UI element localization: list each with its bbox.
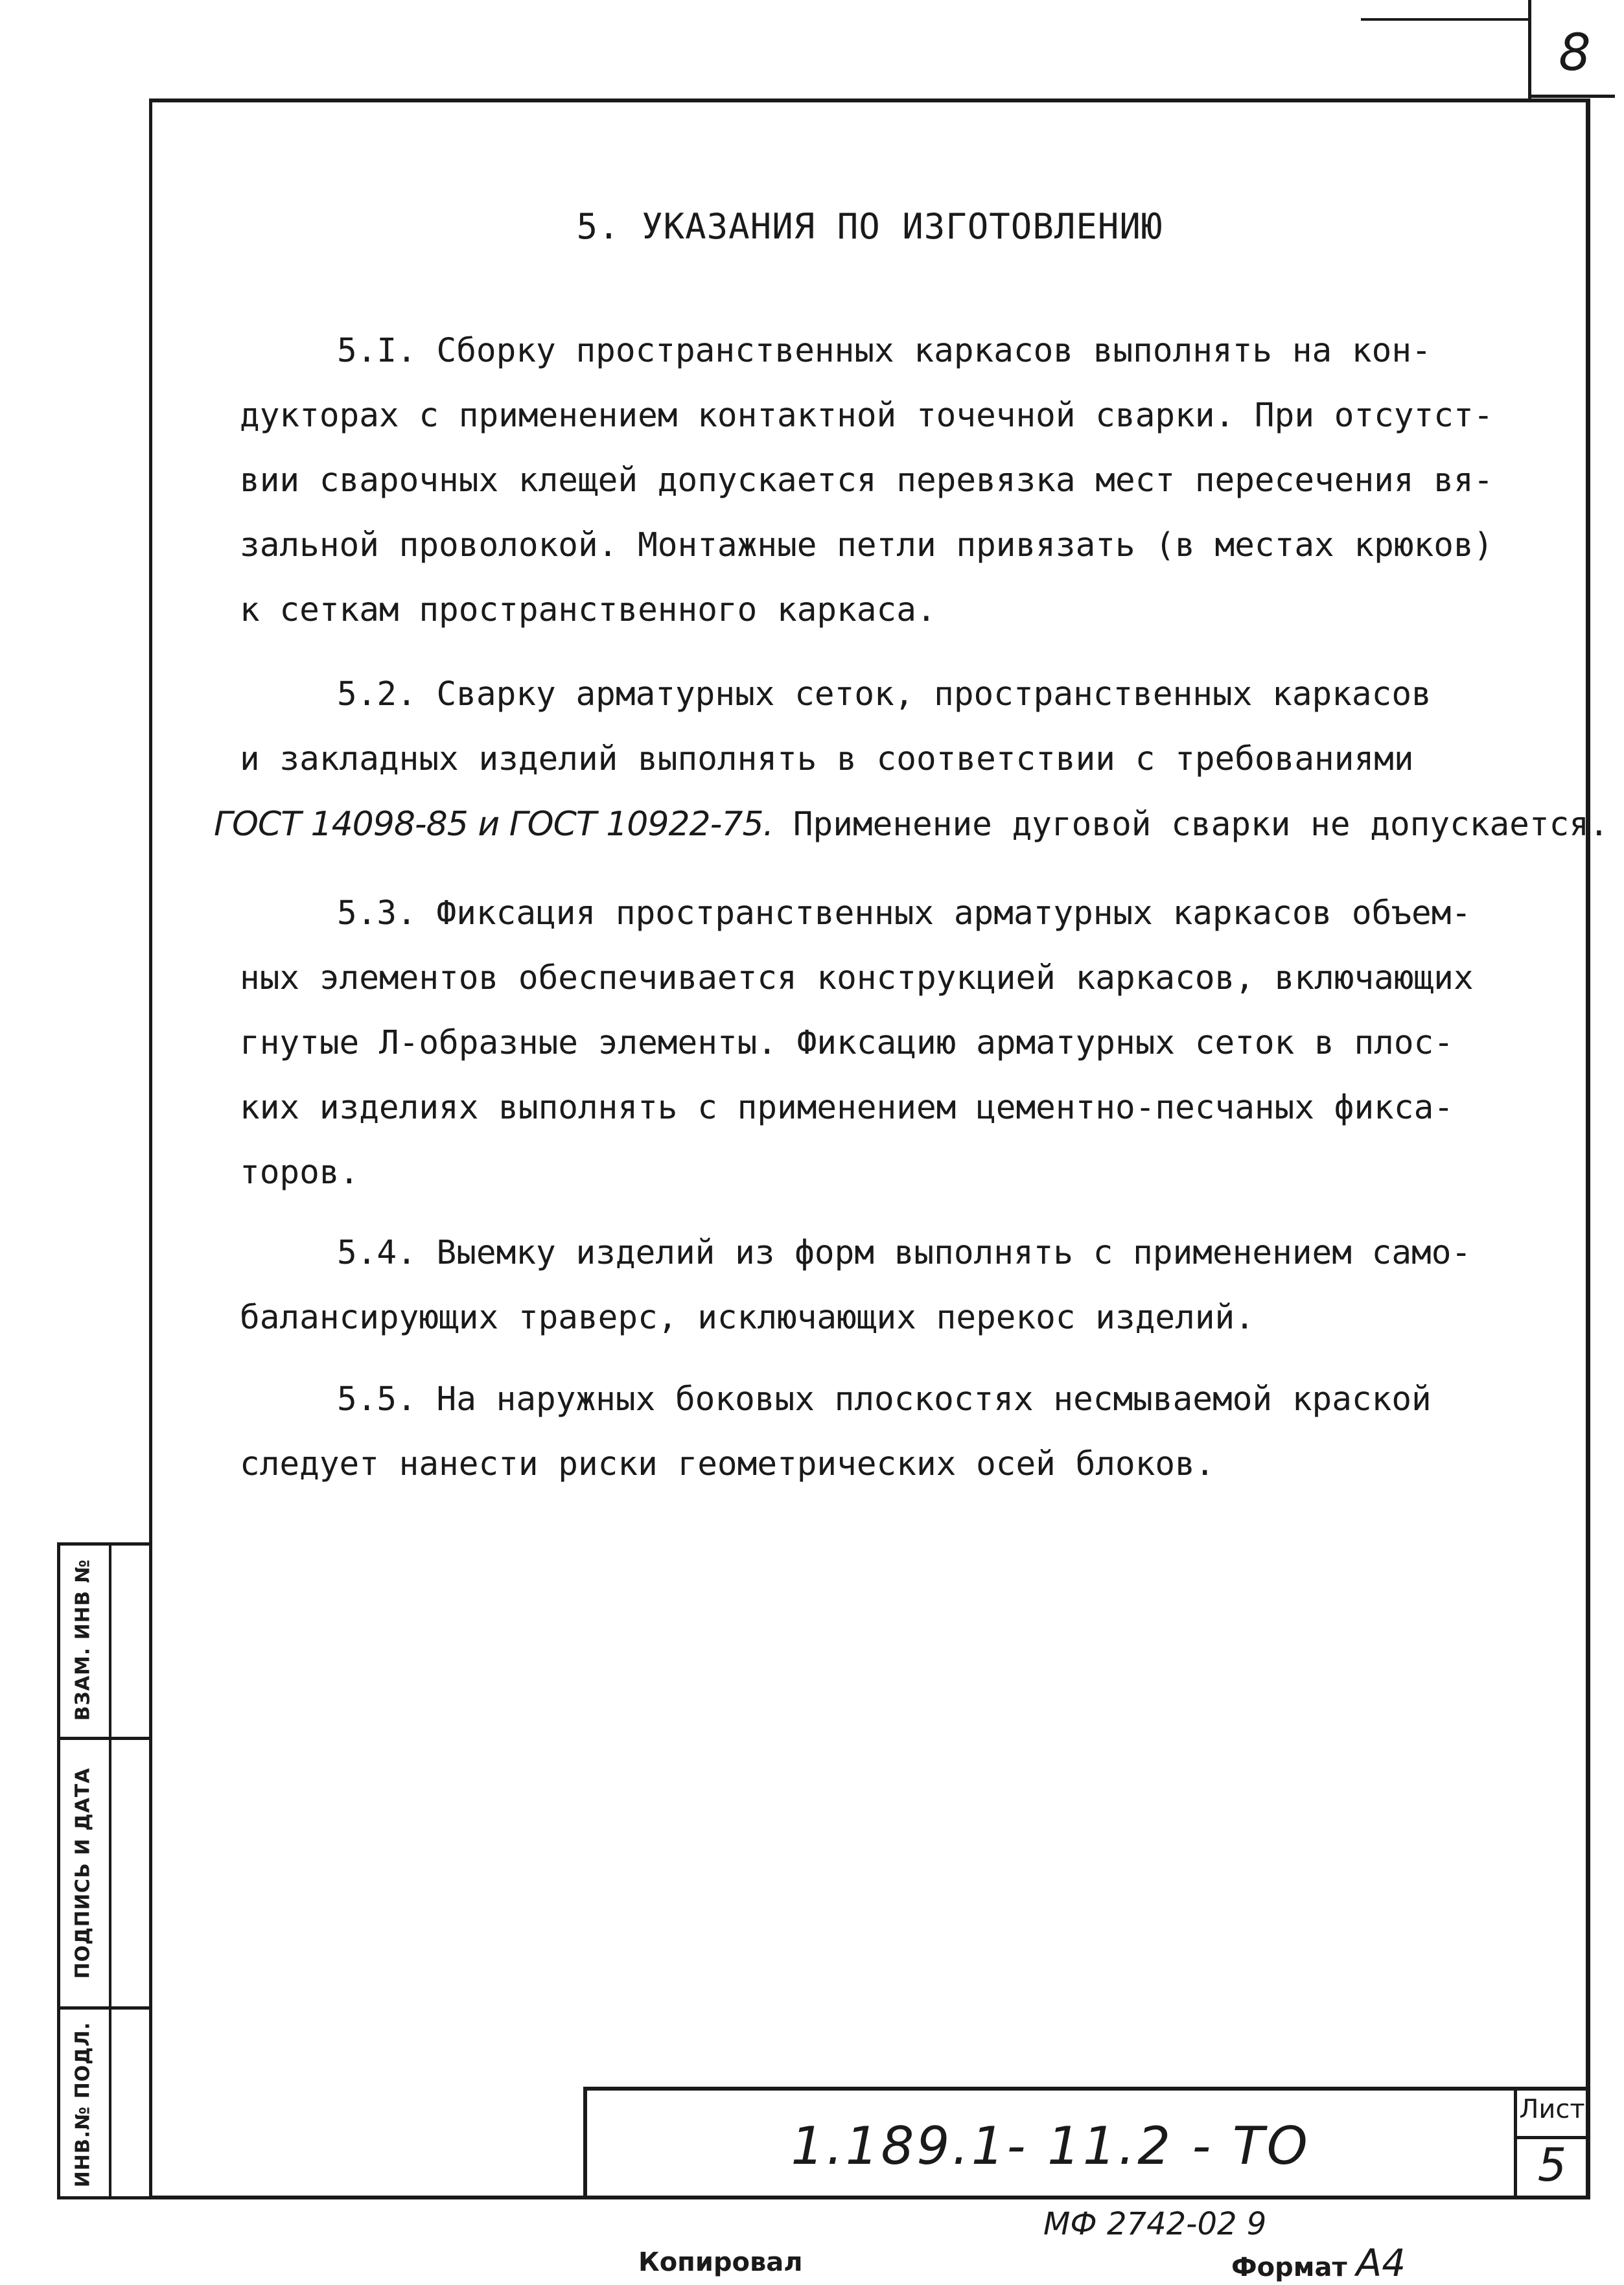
side-stamp-label: ПОДПИСЬ И ДАТА [71,1767,95,1979]
format-value: А4 [1356,2241,1406,2285]
paragraph-line: балансирующих траверс, исключающих перекос изделий. [240,1299,1255,1337]
format-label: Формат [1231,2253,1347,2282]
paragraph-line: гнутые Л-образные элементы. Фиксацию арматурных сеток в плос- [240,1024,1454,1062]
paragraph-line: вии сварочных клещей допускается перевязка мест пересечения вя- [240,461,1494,500]
paragraph-line: 5.I. Сборку пространственных каркасов выполнять на кон- [337,332,1432,370]
section-heading: 5. УКАЗАНИЯ ПО ИЗГОТОВЛЕНИЮ [576,206,1163,247]
page-number-top-rule [1361,18,1529,21]
side-stamp-cell-original [57,2010,109,2199]
sheet-label: Лист [1519,2094,1585,2124]
paragraph-5-2 [214,662,1609,857]
archive-code: МФ 2742-02 9 [1043,2206,1267,2242]
paragraph-line: 5.3. Фиксация пространственных арматурных каркасов объем- [337,894,1472,933]
document-code: 1.189.1- 11.2 - ТО [791,2116,1310,2176]
paragraph-line: и закладных изделий выполнять в соответствии с требованиями [240,740,1414,778]
paragraph-line: ных элементов обеспечивается конструкцией каркасов, включающих [240,959,1474,997]
paragraph-line: зальной проволокой. Монтажные петли привязать (в местах крюков) [240,526,1494,564]
side-stamp-cell-replacement [57,1542,109,1737]
paragraph-line: к сеткам пространственного каркаса. [240,591,936,629]
handwritten-gost-refs: ГОСТ 14098-85 и ГОСТ 10922-75. [214,805,774,844]
page-number-top: 8 [1559,24,1591,82]
copied-label: Копировал [638,2247,803,2277]
paragraph-line: 5.2. Сварку арматурных сеток, пространственных каркасов [337,675,1432,713]
page-number-box-border [1528,0,1531,99]
paragraph-line-text: Применение дуговой сварки не допускается. [793,806,1609,844]
paragraph-5-3 [240,881,1523,1205]
format-field [1231,2241,1406,2285]
side-stamp-divider [109,1542,111,2199]
side-stamp-label: ВЗАМ. ИНВ № [71,1559,95,1721]
paragraph-5-4 [240,1221,1523,1351]
paragraph-line: ких изделиях выполнять с применением цементно-песчаных фикса- [240,1089,1454,1127]
paragraph-line: торов. [240,1154,360,1192]
side-stamp-cell-signature [57,1740,109,2006]
paragraph-line: 5.4. Выемку изделий из форм выполнять с применением само- [337,1234,1472,1272]
side-stamp-label: ИНВ.№ ПОДЛ. [71,2021,95,2188]
paragraph-line: 5.5. На наружных боковых плоскостях несмываемой краской [337,1380,1432,1419]
paragraph-line [214,792,1609,857]
sheet-number: 5 [1537,2139,1567,2192]
paragraph-5-5 [240,1367,1523,1497]
paragraph-5-1 [240,319,1523,643]
page-number-bottom-rule [1531,95,1615,98]
paragraph-line: дукторах с применением контактной точечной сварки. При отсутст- [240,397,1494,435]
paragraph-line: следует нанести риски геометрических осей блоков. [240,1445,1215,1483]
